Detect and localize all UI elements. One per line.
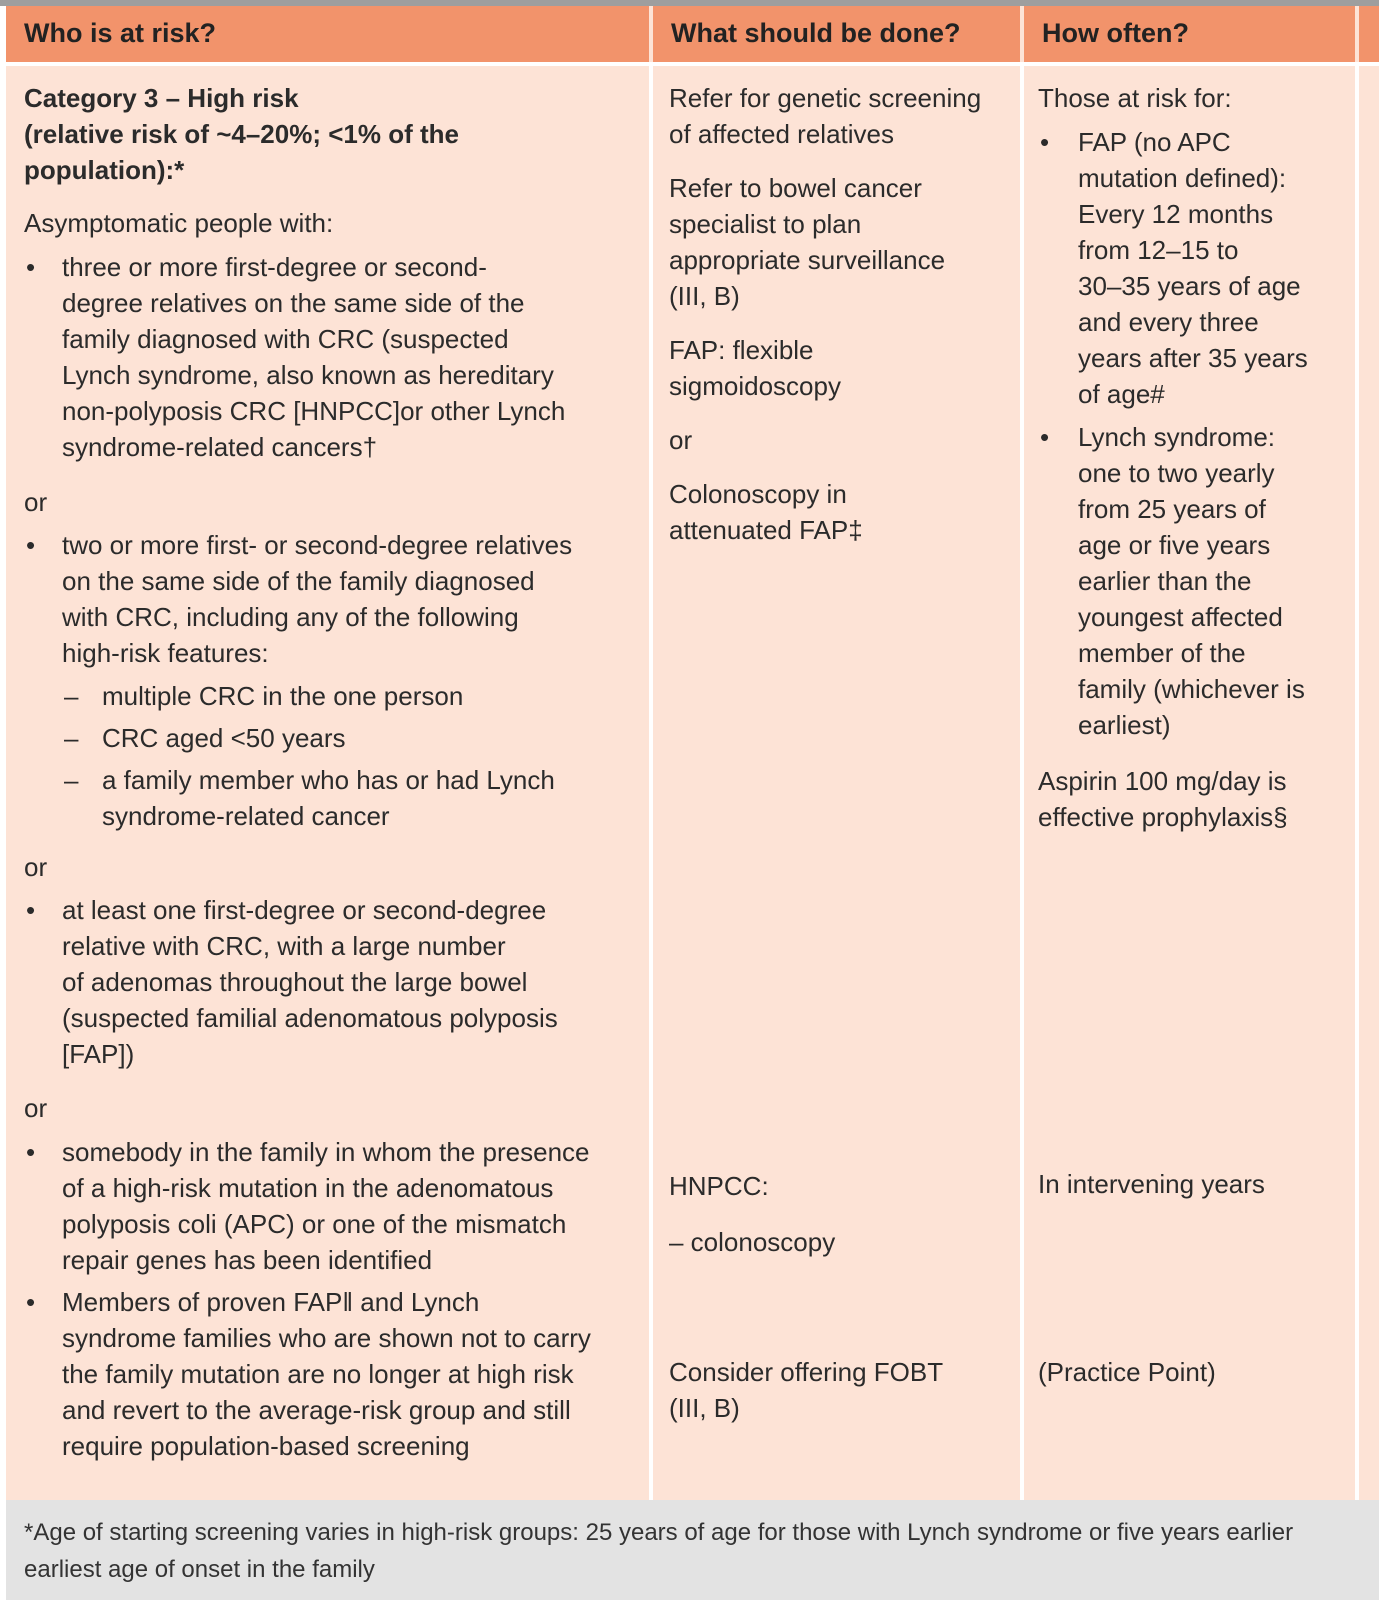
bullet-b-4: high-risk features:	[62, 638, 269, 668]
bullet-c-5: [FAP])	[62, 1039, 135, 1069]
aspirin-2: effective prophylaxis§	[1038, 802, 1288, 832]
lynch-freq-2: one to two yearly	[1078, 458, 1275, 488]
dash-item-3b: syndrome-related cancer	[102, 801, 390, 831]
lynch-freq-5: earlier than the	[1078, 566, 1252, 596]
fap-sigmoidoscopy-2: sigmoidoscopy	[669, 371, 841, 401]
bullet-icon: •	[26, 252, 36, 282]
bullet-a-2: degree relatives on the same side of the	[62, 288, 525, 318]
bullet-c-4: (suspected familial adenomatous polyposis	[62, 1003, 558, 1033]
fap-sigmoidoscopy-1: FAP: flexible	[669, 335, 814, 365]
at-risk-intro: Those at risk for:	[1038, 83, 1232, 113]
bullet-b-2: on the same side of the family diagnosed	[62, 566, 535, 596]
genetic-screening-1: Refer for genetic screening	[669, 83, 982, 113]
footnote-line-2: earliest age of onset in the family	[24, 1556, 375, 1583]
bullet-d-2: of a high-risk mutation in the adenomatous	[62, 1173, 554, 1203]
header-how-often: How often?	[1024, 6, 1359, 62]
hnpcc-label: HNPCC:	[669, 1171, 769, 1201]
bullet-icon: •	[26, 895, 36, 925]
refer-specialist-4: (III, B)	[669, 281, 740, 311]
cell-extra	[1359, 62, 1379, 1500]
header-extra	[1359, 6, 1379, 62]
fap-freq-4: from 12–15 to	[1078, 235, 1239, 265]
genetic-screening-2: of affected relatives	[669, 119, 894, 149]
lynch-freq-6: youngest affected	[1078, 602, 1283, 632]
fap-freq-6: and every three	[1078, 307, 1259, 337]
dash-item-3a: a family member who has or had Lynch	[102, 765, 555, 795]
bullet-a-5: non-polyposis CRC [HNPCC]or other Lynch	[62, 396, 566, 426]
fobt-2: (III, B)	[669, 1393, 740, 1423]
refer-specialist-3: appropriate surveillance	[669, 245, 946, 275]
fap-freq-8: of age#	[1078, 379, 1165, 409]
bullet-d-3: polyposis coli (APC) or one of the mismatch	[62, 1209, 567, 1239]
cell-what	[653, 62, 1024, 1500]
bullet-e-2: syndrome families who are shown not to carry	[62, 1323, 591, 1353]
dash-icon: –	[64, 723, 79, 753]
cell-how-often	[1024, 62, 1359, 1500]
lynch-freq-7: member of the	[1078, 638, 1246, 668]
or-text: or	[669, 425, 693, 455]
category-population: population):*	[24, 155, 185, 185]
or-2: or	[24, 852, 48, 882]
bullet-a-3: family diagnosed with CRC (suspected	[62, 324, 509, 354]
header-who: Who is at risk?	[6, 6, 653, 62]
header-what: What should be done?	[653, 6, 1024, 62]
fap-freq-2: mutation defined):	[1078, 163, 1287, 193]
practice-point: (Practice Point)	[1038, 1357, 1216, 1387]
dash-icon: –	[64, 681, 79, 711]
lynch-freq-4: age or five years	[1078, 530, 1271, 560]
bullet-e-5: require population-based screening	[62, 1431, 470, 1461]
bullet-icon: •	[26, 1287, 36, 1317]
dash-item-1: multiple CRC in the one person	[102, 681, 464, 711]
hnpcc-colonoscopy: – colonoscopy	[669, 1227, 836, 1257]
bullet-d-4: repair genes has been identified	[62, 1245, 433, 1275]
table-footnote	[6, 1500, 1379, 1600]
category-relrisk: (relative risk of ~4–20%; <1% of the	[24, 119, 459, 149]
lynch-freq-9: earliest)	[1078, 710, 1171, 740]
bullet-c-3: of adenomas throughout the large bowel	[62, 967, 528, 997]
fap-freq-1: FAP (no APC	[1078, 127, 1231, 157]
bullet-c-1: at least one first-degree or second-degree	[62, 895, 547, 925]
lynch-freq-8: family (whichever is	[1078, 674, 1305, 704]
refer-specialist-1: Refer to bowel cancer	[669, 173, 922, 203]
bullet-a-4: Lynch syndrome, also known as hereditary	[62, 360, 554, 390]
risk-table	[6, 6, 1379, 1500]
bullet-icon: •	[1040, 422, 1050, 452]
bullet-e-4: and revert to the average-risk group and still	[62, 1395, 571, 1425]
category-title: Category 3 – High risk	[24, 83, 299, 113]
bullet-d-1: somebody in the family in whom the presence	[62, 1137, 590, 1167]
dash-icon: –	[64, 765, 79, 795]
refer-specialist-2: specialist to plan	[669, 209, 862, 239]
or-1: or	[24, 487, 48, 517]
fap-freq-3: Every 12 months	[1078, 199, 1274, 229]
colonoscopy-fap-1: Colonoscopy in	[669, 479, 847, 509]
bullet-icon: •	[26, 1137, 36, 1167]
bullet-c-2: relative with CRC, with a large number	[62, 931, 506, 961]
footnote-line-1: *Age of starting screening varies in high-risk groups: 25 years of age for those with Lynch syndrome or five years earlier	[24, 1519, 1294, 1546]
fap-freq-5: 30–35 years of age	[1078, 271, 1301, 301]
dash-item-2: CRC aged <50 years	[102, 723, 346, 753]
bullet-b-3: with CRC, including any of the following	[62, 602, 519, 632]
bullet-e-3: the family mutation are no longer at high risk	[62, 1359, 574, 1389]
colonoscopy-fap-2: attenuated FAP‡	[669, 515, 863, 545]
bullet-icon: •	[26, 530, 36, 560]
fap-freq-7: years after 35 years	[1078, 343, 1308, 373]
bullet-a-6: syndrome-related cancers†	[62, 432, 378, 462]
bullet-e-1: Members of proven FAP‖ and Lynch	[62, 1287, 480, 1317]
aspirin-1: Aspirin 100 mg/day is	[1038, 766, 1287, 796]
bullet-a-1: three or more first-degree or second-	[62, 252, 487, 282]
lynch-freq-1: Lynch syndrome:	[1078, 422, 1276, 452]
intervening-years: In intervening years	[1038, 1169, 1265, 1199]
cell-who	[6, 62, 653, 1500]
intro-text: Asymptomatic people with:	[24, 208, 334, 238]
fobt-1: Consider offering FOBT	[669, 1357, 944, 1387]
or-3: or	[24, 1093, 48, 1123]
bullet-icon: •	[1040, 127, 1050, 157]
lynch-freq-3: from 25 years of	[1078, 494, 1266, 524]
bullet-b-1: two or more first- or second-degree relatives	[62, 530, 573, 560]
